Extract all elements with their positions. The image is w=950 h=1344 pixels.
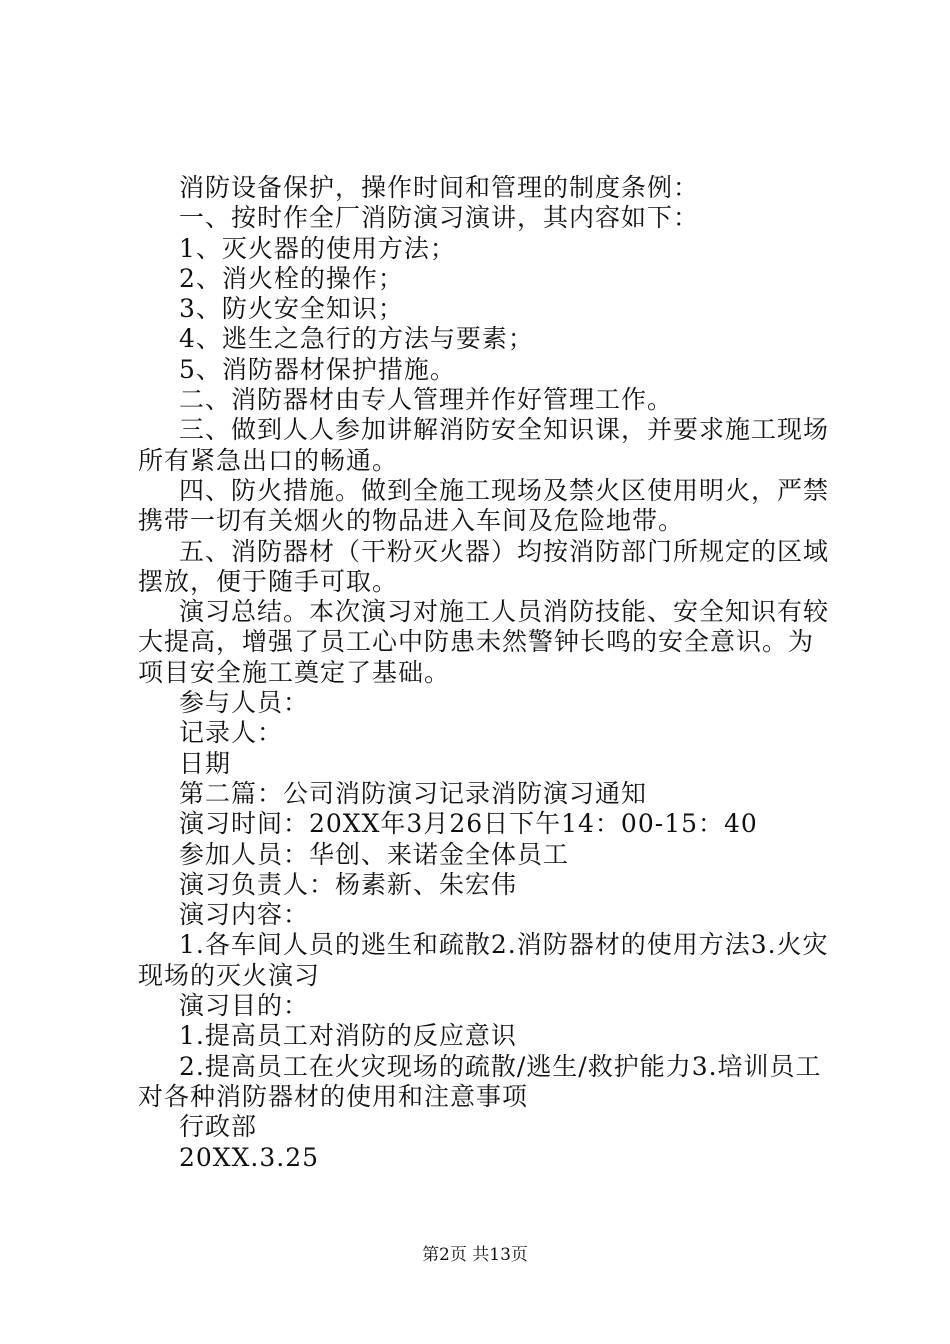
paragraph-item-2: 二、消防器材由专人管理并作好管理工作。	[179, 385, 674, 415]
paragraph-issue-date: 20XX.3.25	[179, 1142, 320, 1172]
paragraph-date: 日期	[179, 748, 232, 778]
paragraph-attendees: 参加人员：华创、来诺金全体员工	[179, 839, 570, 869]
paragraph-department: 行政部	[179, 1112, 258, 1142]
paragraph-subitem-5: 5、消防器材保护措施。	[179, 354, 456, 384]
paragraph-item-4: 四、防火措施。做到全施工现场及禁火区使用明火，严禁携带一切有关烟火的物品进入车间及危险地带。	[138, 475, 830, 536]
paragraph-section-title: 第二篇：公司消防演习记录消防演习通知	[179, 778, 648, 808]
paragraph-drill-content-heading: 演习内容：	[179, 900, 310, 930]
paragraph-drill-purpose-2: 2.提高员工在火灾现场的疏散/逃生/救护能力3.培训员工对各种消防器材的使用和注意事项	[138, 1051, 822, 1111]
document-body	[138, 173, 838, 1173]
paragraph-recorder: 记录人：	[179, 718, 284, 748]
paragraph-drill-time: 演习时间：20XX年3月26日下午14：00-15：40	[179, 809, 758, 839]
paragraph-drill-content: 1.各车间人员的逃生和疏散2.消防器材的使用方法3.火灾现场的灭火演习	[138, 930, 829, 990]
paragraph-item-1: 一、按时作全厂消防演习演讲，其内容如下：	[179, 203, 700, 233]
paragraph-subitem-2: 2、消火栓的操作；	[179, 263, 404, 293]
paragraph-summary: 演习总结。本次演习对施工人员消防技能、安全知识有较大提高，增强了员工心中防患未然警钟长鸣的安全意识。为项目安全施工奠定了基础。	[138, 597, 830, 687]
page-number-label: 第2页 共13页	[422, 1245, 528, 1265]
page-footer	[0, 1245, 950, 1265]
paragraph-item-5: 五、消防器材（干粉灭火器）均按消防部门所规定的区域摆放，便于随手可取。	[138, 536, 830, 596]
paragraph-drill-leaders: 演习负责人：杨素新、朱宏伟	[179, 869, 518, 899]
paragraph-item-3: 三、做到人人参加讲解消防安全知识课，并要求施工现场所有紧急出口的畅通。	[138, 415, 830, 475]
paragraph-intro: 消防设备保护，操作时间和管理的制度条例：	[179, 173, 700, 202]
paragraph-drill-purpose-heading: 演习目的：	[179, 991, 310, 1021]
paragraph-subitem-4: 4、逃生之急行的方法与要素；	[179, 324, 534, 354]
paragraph-subitem-1: 1、灭火器的使用方法；	[179, 233, 456, 263]
paragraph-drill-purpose-1: 1.提高员工对消防的反应意识	[179, 1021, 517, 1051]
paragraph-participants: 参与人员：	[179, 688, 310, 718]
paragraph-subitem-3: 3、防火安全知识；	[179, 294, 404, 324]
